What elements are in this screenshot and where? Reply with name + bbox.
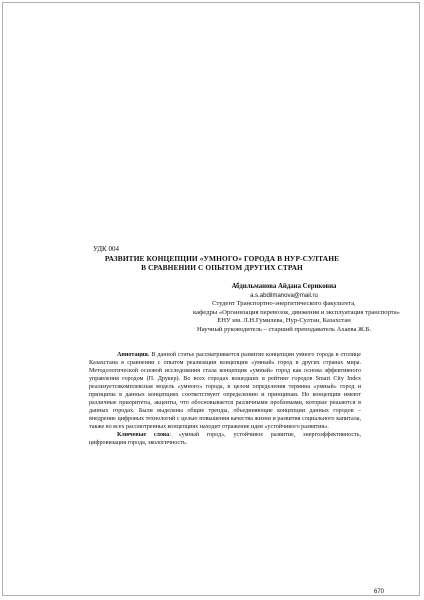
author-block [193,283,400,335]
udk-code: УДК 004 [93,245,119,253]
keywords-paragraph [89,431,361,447]
affiliation-line-1: Студент Транспортно-энергитического факультета, [212,300,356,308]
document-page [2,2,420,596]
affiliation-line-3: ЕНУ им. Л.Н.Гумилева, Нур-Султан, Казахстан [217,317,351,325]
author-email: a.s.abdilmanova@mail.ru [250,292,318,299]
abstract-text: В данной статье рассматривается развитие концепции умного города в столице Казахстана в сравнении с опытом реализации концепции «умный» город в других странах мира. Методологической основой исследования стала концепция «умный» город как основа эффективного управления городом (П. Друкер). Во всех городах вошедших в рейтинг городов Smart City Index реализуетсякомплексная модель «умного» города, в целом определения термина «умный» город и принципы в данных концепциях соответствуют определению и принципам. Но концепции имеют различные приоритеты, акценты, что обосновывается различными проблемами, которые решаются в данных городах. Были выделены общие тренды, объединяющие концепции данных городов – внедрение цифровых технологий с целью повышения качества жизни и развития социального капитала, также во всех рассмотренных концепциях находит отражение идея «устойчивого развития». [89,352,361,430]
article-title [91,254,353,272]
keywords-label: Ключевые слова [117,432,170,438]
author-name: Абдильманова Айдана Сериковна [231,283,337,290]
affiliation-line-4: Научный руководитель – старший преподаватель Ахаева Ж.Б. [196,325,372,333]
page-number: 670 [374,589,385,595]
abstract-label: Аннотация. [117,352,150,358]
abstract-section [89,351,361,447]
title-line-2: В СРАВНЕНИИ С ОПЫТОМ ДРУГИХ СТРАН [141,263,303,272]
keywords-text: : «умный город», устойчивое развитие, энергоэффективность, цифровизация города, экологичность. [89,432,361,446]
affiliation-line-2: кафедры «Организация перевозок, движения и эксплуатация транспорта» [193,308,400,316]
title-line-1: РАЗВИТИЕ КОНЦЕПЦИИ «УМНОГО» ГОРОДА В НУР-СУЛТАНЕ [104,254,340,263]
abstract-paragraph [89,351,361,431]
